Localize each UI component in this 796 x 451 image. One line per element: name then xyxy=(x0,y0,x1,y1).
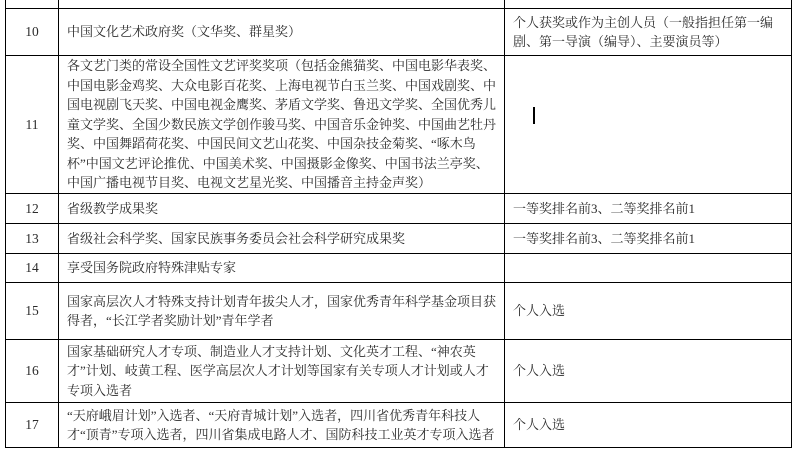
description-text: 中国文化艺术政府奖（文华奖、群星奖） xyxy=(67,24,302,40)
table-row xyxy=(6,56,792,194)
table-row xyxy=(6,9,792,56)
criteria-cell[interactable] xyxy=(505,224,792,253)
criteria-text: 个人入选 xyxy=(513,363,566,379)
description-text: “天府峨眉计划”入选者、“天府青城计划”入选者，四川省优秀青年科技人才“顶青”专项入选者，四川省集成电路人才、国防科技工业英才专项入选者 xyxy=(67,407,495,442)
criteria-text: 个人入选 xyxy=(513,417,566,433)
row-number: 14 xyxy=(25,260,39,276)
description-text: 省级教学成果奖 xyxy=(67,200,159,216)
criteria-cell[interactable] xyxy=(505,254,792,282)
row-number: 10 xyxy=(25,24,39,40)
criteria-text: 个人入选 xyxy=(513,303,566,319)
criteria-cell[interactable] xyxy=(505,56,792,193)
table-row xyxy=(6,340,792,403)
row-number: 12 xyxy=(25,200,39,216)
table-row-partial xyxy=(6,0,792,9)
row-number-cell[interactable] xyxy=(6,403,59,447)
criteria-text: 个人获奖或作为主创人员（一般指担任第一编剧、第一导演（编导）、主要演员等） xyxy=(513,14,774,49)
table-row xyxy=(6,283,792,340)
text-cursor xyxy=(533,107,535,124)
table-row xyxy=(6,224,792,254)
row-number-cell[interactable] xyxy=(6,283,59,339)
criteria-cell[interactable] xyxy=(505,9,792,55)
criteria-text: 一等奖排名前3、二等奖排名前1 xyxy=(513,200,696,216)
criteria-cell[interactable] xyxy=(505,194,792,223)
description-cell[interactable] xyxy=(59,194,505,223)
criteria-cell[interactable] xyxy=(505,340,792,402)
row-number: 11 xyxy=(25,116,39,132)
description-cell[interactable] xyxy=(59,340,505,402)
row-number-cell[interactable] xyxy=(6,194,59,223)
row-number-cell[interactable] xyxy=(6,254,59,282)
row-number: 15 xyxy=(25,303,39,319)
description-cell[interactable] xyxy=(59,56,505,193)
description-text: 享受国务院政府特殊津贴专家 xyxy=(67,260,237,276)
description-cell[interactable] xyxy=(59,224,505,253)
row-number-cell[interactable] xyxy=(6,56,59,193)
row-number-cell[interactable] xyxy=(6,224,59,253)
criteria-text: 一等奖排名前3、二等奖排名前1 xyxy=(513,230,696,246)
description-text: 各文艺门类的常设全国性文艺评奖奖项（包括金熊猫奖、中国电影华表奖、中国电影金鸡奖、大众电影百花奖、上海电视节白玉兰奖、中国戏剧奖、中国电视剧飞天奖、中国电视金鹰奖、茅盾文学奖、鲁迅文学奖、全国优秀儿童文学奖、全国少数民族文学创作骏马奖、中国音乐金钟奖、中国曲艺牡丹奖、中国舞蹈荷花奖、中国民间文艺山花奖、中国杂技金菊奖、“啄木鸟杯”中国文艺评论推优、中国美术奖、中国摄影金像奖、中国书法兰亭奖、中国广播电视节目奖、电视文艺星光奖、中国播音主持金声奖） xyxy=(67,58,497,191)
description-cell[interactable] xyxy=(59,254,505,282)
description-cell[interactable] xyxy=(59,283,505,339)
description-text: 国家基础研究人才专项、制造业人才支持计划、文化英才工程、“神农英才”计划、岐黄工程、医学高层次人才计划等国家有关专项人才计划或人才专项入选者 xyxy=(67,343,489,398)
description-cell[interactable] xyxy=(59,403,505,447)
description-cell[interactable] xyxy=(59,9,505,55)
criteria-cell[interactable] xyxy=(505,283,792,339)
row-number-cell[interactable] xyxy=(6,9,59,55)
row-number-cell xyxy=(6,0,59,8)
description-text: 国家高层次人才特殊支持计划青年拔尖人才，国家优秀青年科学基金项目获得者，“长江学者奖励计划”青年学者 xyxy=(67,293,497,328)
table-row xyxy=(6,403,792,448)
description-text: 省级社会科学奖、国家民族事务委员会社会科学研究成果奖 xyxy=(67,230,406,246)
criteria-cell xyxy=(505,0,792,8)
awards-table xyxy=(5,0,792,448)
description-cell xyxy=(59,0,505,8)
table-row xyxy=(6,254,792,283)
row-number-cell[interactable] xyxy=(6,340,59,402)
row-number: 16 xyxy=(25,363,39,379)
row-number: 17 xyxy=(25,417,39,433)
row-number: 13 xyxy=(25,230,39,246)
criteria-cell[interactable] xyxy=(505,403,792,447)
table-row xyxy=(6,194,792,224)
